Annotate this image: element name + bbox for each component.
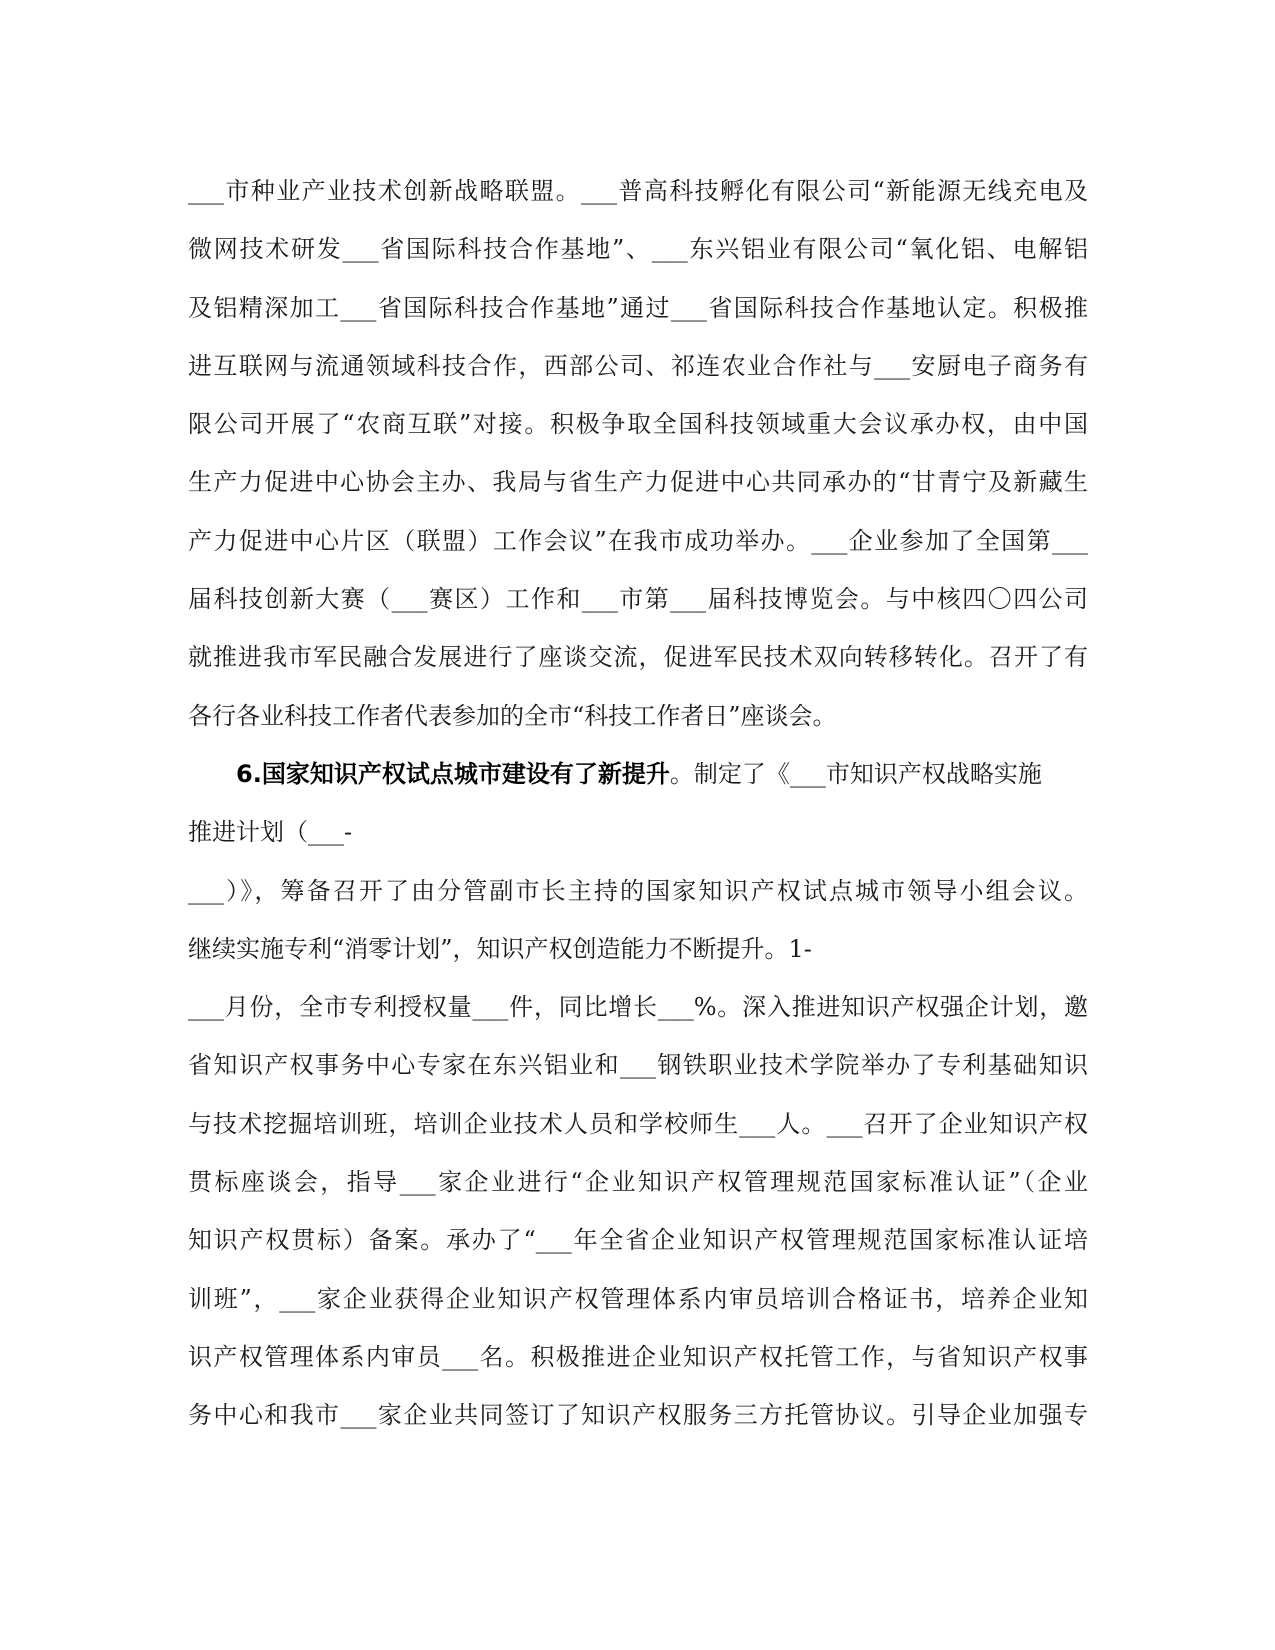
text-line: ___）》，筹备召开了由分管副市长主持的国家知识产权试点城市领导小组会议。: [188, 876, 1088, 905]
text-line: 知识产权贯标）备案。承办了“___年全省企业知识产权管理规范国家标准认证培: [188, 1226, 1088, 1255]
text-line: 训班”，___家企业获得企业知识产权管理体系内审员培训合格证书，培养企业知: [188, 1284, 1088, 1313]
text-line: 贯标座谈会，指导___家企业进行“企业知识产权管理规范国家标准认证”（企业: [188, 1168, 1088, 1197]
text-line: 生产力促进中心协会主办、我局与省生产力促进中心共同承办的“甘青宁及新藏生: [188, 468, 1088, 497]
text-line: 微网技术研发___省国际科技合作基地”、___东兴铝业有限公司“氧化铝、电解铝: [188, 235, 1088, 264]
text-line: 及铝精深加工___省国际科技合作基地”通过___省国际科技合作基地认定。积极推: [188, 293, 1088, 322]
section-heading: 6.国家知识产权试点城市建设有了新提升: [236, 759, 670, 788]
text-line: 产力促进中心片区（联盟）工作会议”在我市成功举办。___企业参加了全国第___: [188, 526, 1088, 555]
text-line: 务中心和我市___家企业共同签订了知识产权服务三方托管协议。引导企业加强专: [188, 1401, 1088, 1430]
text-line: 省知识产权事务中心专家在东兴铝业和___钢铁职业技术学院举办了专利基础知识: [188, 1051, 1088, 1080]
text-line: 限公司开展了“农商互联”对接。积极争取全国科技领域重大会议承办权，由中国: [188, 410, 1088, 439]
text-line: 届科技创新大赛（___赛区）工作和___市第___届科技博览会。与中核四〇四公司: [188, 585, 1088, 614]
text-line: ___月份，全市专利授权量___件，同比增长___%。深入推进知识产权强企计划，邀: [188, 993, 1088, 1022]
heading-tail-text: 。制定了《___市知识产权战略实施: [669, 759, 1042, 788]
text-line: 推进计划（___-: [188, 818, 353, 847]
text-line: 与技术挖掘培训班，培训企业技术人员和学校师生___人。___召开了企业知识产权: [188, 1109, 1088, 1138]
text-line: ___市种业产业技术创新战略联盟。___普高科技孵化有限公司“新能源无线充电及: [188, 177, 1088, 205]
paragraph-2: [188, 745, 1088, 1445]
paragraph-1: [188, 162, 1088, 745]
text-line: 继续实施专利“消零计划”，知识产权创造能力不断提升。1-: [188, 934, 812, 963]
document-body: [188, 162, 1088, 1445]
text-line: 各行各业科技工作者代表参加的全市“科技工作者日”座谈会。: [188, 701, 837, 730]
text-line: 就推进我市军民融合发展进行了座谈交流，促进军民技术双向转移转化。召开了有: [188, 643, 1088, 672]
text-line: 进互联网与流通领域科技合作，西部公司、祁连农业合作社与___安厨电子商务有: [188, 351, 1088, 380]
section-heading-line: [188, 745, 1088, 803]
text-line: 识产权管理体系内审员___名。积极推进企业知识产权托管工作，与省知识产权事: [188, 1342, 1088, 1371]
